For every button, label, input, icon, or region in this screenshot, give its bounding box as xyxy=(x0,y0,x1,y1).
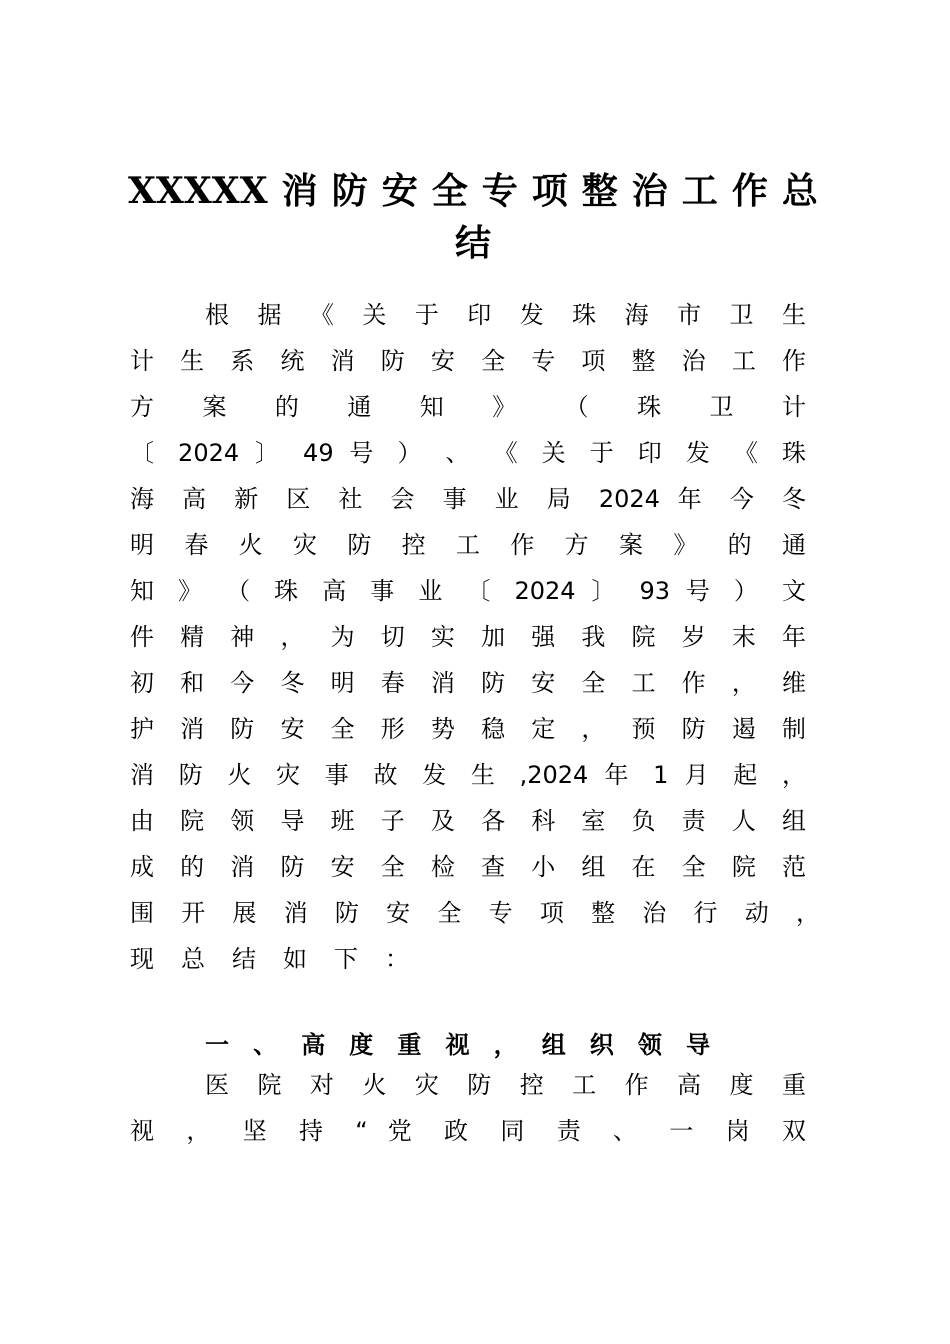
text-line: 现总结如下： xyxy=(130,945,436,973)
title-token: 整 xyxy=(581,170,618,212)
document-title-line-2: 结 xyxy=(454,222,491,264)
text-line: 件 精 神 ， 为 切 实 加 强 我 院 岁 末 年 xyxy=(130,623,806,651)
text-line: 围 开 展 消 防 安 全 专 项 整 治 行 动 ， xyxy=(130,899,820,927)
text-line: 护 消 防 安 全 形 势 稳 定 ， 预 防 遏 制 xyxy=(130,715,806,743)
text-line: 视 ， 坚 持 “ 党 政 同 责 、 一 岗 双 xyxy=(130,1117,806,1145)
text-line: 由 院 领 导 班 子 及 各 科 室 负 责 人 组 xyxy=(130,807,806,835)
title-token: 项 xyxy=(531,170,568,212)
title-token: 防 xyxy=(331,170,368,212)
title-token: XXXXX xyxy=(128,170,268,212)
document-title-line-1 xyxy=(128,166,818,216)
text-line: 消 防 火 灾 事 故 发 生 ,2024 年 1 月 起 ， xyxy=(130,761,806,789)
text-line: 〔 2024 〕 49 号 ） 、 《 关 于 印 发 《 珠 xyxy=(130,439,806,467)
title-token: 消 xyxy=(281,170,318,212)
text-line: 方 案 的 通 知 》 （ 珠 卫 计 xyxy=(130,393,806,421)
section-heading: 一 、 高 度 重 视 ， 组 织 领 导 xyxy=(205,1030,710,1059)
text-line: 明 春 火 灾 防 控 工 作 方 案 》 的 通 xyxy=(130,531,806,559)
text-line: 根 据 《 关 于 印 发 珠 海 市 卫 生 xyxy=(205,301,806,329)
title-token: 作 xyxy=(731,170,768,212)
text-line: 初 和 今 冬 明 春 消 防 安 全 工 作 ， 维 xyxy=(130,669,806,697)
title-token: 工 xyxy=(681,170,718,212)
text-line: 成 的 消 防 安 全 检 查 小 组 在 全 院 范 xyxy=(130,853,806,881)
text-line: 知 》 （ 珠 高 事 业 〔 2024 〕 93 号 ） 文 xyxy=(130,577,806,605)
title-token: 专 xyxy=(481,170,518,212)
text-line: 医 院 对 火 灾 防 控 工 作 高 度 重 xyxy=(205,1071,806,1099)
title-token: 全 xyxy=(431,170,468,212)
title-token: 总 xyxy=(781,170,818,212)
title-token: 治 xyxy=(631,170,668,212)
title-token: 安 xyxy=(381,170,418,212)
text-line: 计 生 系 统 消 防 安 全 专 项 整 治 工 作 xyxy=(130,347,806,375)
text-line: 海 高 新 区 社 会 事 业 局 2024 年 今 冬 xyxy=(130,485,806,513)
